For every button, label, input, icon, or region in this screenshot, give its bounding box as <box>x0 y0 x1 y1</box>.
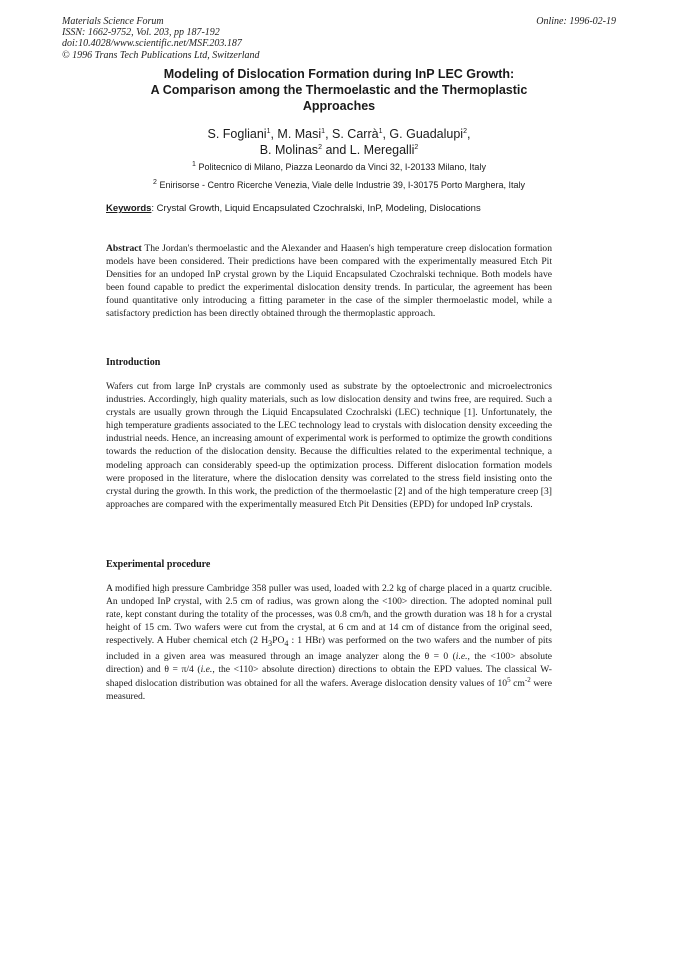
copyright-line: © 1996 Trans Tech Publications Ltd, Switzerland <box>62 49 260 61</box>
keywords <box>106 203 481 214</box>
author-line-1 <box>90 126 588 142</box>
introduction-paragraph: Wafers cut from large InP crystals are commonly used as substrate by the optoelectronic and microelectronics industries. Accordingly, high quality materials, such as low dislocation density and twins free, are required. Such a crystals are usually grown through the Liquid Encapsulated Czochralski (LEC) technique [1]. Unfortunately, the high temperature gradients associated to the LEC technology lead to crystals with dislocation density exceeding the industrial needs. Hence, an increasing amount of experimental work is performed to optimize the growth conditions towards the reduction of the dislocation density. Because the difficulties related to the experimental technique, a modeling approach can considerably speed-up the optimization process. Different dislocation formation models were proposed in the literature, where the dislocation density was correlated to the stress field insisting onto the crystal during the growth. In this work, the prediction of the thermoelastic [2] and of the high temperature creep [3] approaches are compared with the experimentally measured Etch Pit Densities (EPD) for undoped InP crystals. <box>106 381 552 510</box>
issn-line: ISSN: 1662-9752, Vol. 203, pp 187-192 <box>62 27 220 39</box>
text-run: A modified high pressure Cambridge 358 puller was used, loaded with 2.2 kg of charge placed in a quartz crucible. An undoped InP crystal, with 2.5 cm of radius, was grown along the <100> direction. The adopted nominal pull rate, kept constant during the totality of the processes, was 0.8 cm/h, and the growth duration was 18 h for a crystal height of 15 cm. Two wafers were cut from the crystal, at 6 cm and at 14 cm of distance from the original seed, respectively. A Huber chemical etch (2 H <box>106 583 552 647</box>
superscript: 5 <box>507 675 511 684</box>
text-run: , the <100> absolute direction) and θ = π/4 ( <box>106 651 552 676</box>
text-run: PO <box>272 635 285 647</box>
author-name: , M. Masi <box>270 127 322 141</box>
doi-line: doi:10.4028/www.scientific.net/MSF.203.187 <box>62 38 242 50</box>
abstract-label: Abstract <box>106 243 142 254</box>
affiliation-mark: 2 <box>153 179 157 186</box>
experimental-heading: Experimental procedure <box>106 559 211 570</box>
abstract-text: The Jordan's thermoelastic and the Alexander and Haasen's high temperature creep dislocation formation models have been considered. Their predictions have been compared with the experimentally measured Etch Pit Densities for an undoped InP crystal grown by the Liquid Encapsulated Czochralski technique. Both models have been found capable to predict the experimental dislocation density trends. In particular, the agreement has been found quantitative only introducing a fitting parameter in the case of the simpler thermoelastic model, while a satisfactory prediction has been directly obtained through the thermoplastic approach. <box>106 243 552 320</box>
author-name: B. Molinas <box>259 143 319 157</box>
author-affil-mark: 1 <box>266 127 271 135</box>
superscript: -2 <box>524 675 531 684</box>
introduction-heading: Introduction <box>106 357 161 368</box>
author-name: , G. Guadalupi <box>382 127 464 141</box>
author-affil-mark: 1 <box>378 127 383 135</box>
experimental-paragraph <box>106 582 552 703</box>
title-line-1: Modeling of Dislocation Formation during InP LEC Growth: <box>163 67 515 81</box>
abstract-paragraph <box>106 242 552 321</box>
text-run: : 1 HBr) was performed on the two wafers and the number of pits included in a given area was measured through an image analyzer along the θ = 0 ( <box>106 635 552 663</box>
text-run: were measured. <box>106 677 552 702</box>
affiliation-1 <box>80 162 598 172</box>
journal-header <box>62 16 260 61</box>
affiliation-text: Politecnico di Milano, Piazza Leonardo da Vinci 32, I-20133 Milano, Italy <box>195 162 486 172</box>
author-name: and L. Meregalli <box>321 143 415 157</box>
author-name: , S. Carrà <box>325 127 379 141</box>
author-affil-mark: 1 <box>321 127 326 135</box>
subscript: 3 <box>268 639 273 649</box>
author-separator: , <box>467 127 471 141</box>
keywords-label: Keywords <box>106 203 152 214</box>
text-run: , the <110> absolute direction) directions to obtain the EPD values. The classical W-shaped dislocation distribution was obtained for all the wafers. Average dislocation density values of 10 <box>106 664 552 689</box>
author-affil-mark: 2 <box>463 127 467 135</box>
keywords-text: : Crystal Growth, Liquid Encapsulated Czochralski, InP, Modeling, Dislocations <box>151 203 481 214</box>
italic-ie: i.e. <box>455 651 468 663</box>
affiliation-text: Enirisorse - Centro Ricerche Venezia, Viale delle Industrie 39, I-30175 Porto Marghera, Italy <box>156 180 525 190</box>
journal-name: Materials Science Forum <box>62 16 164 27</box>
subscript: 4 <box>284 639 289 649</box>
author-name: S. Fogliani <box>207 127 267 141</box>
text-run: cm <box>510 677 525 689</box>
author-affil-mark: 2 <box>318 143 322 151</box>
title-line-3: Approaches <box>302 99 376 113</box>
author-line-2 <box>90 142 588 158</box>
affiliation-mark: 1 <box>192 161 196 168</box>
online-date: Online: 1996-02-19 <box>536 16 616 27</box>
paper-title <box>90 66 588 114</box>
author-list <box>90 126 588 158</box>
title-line-2: A Comparison among the Thermoelastic and the Thermoplastic <box>150 83 528 97</box>
affiliation-2 <box>80 180 598 190</box>
author-affil-mark: 2 <box>414 143 419 151</box>
italic-ie: i.e. <box>200 664 213 676</box>
